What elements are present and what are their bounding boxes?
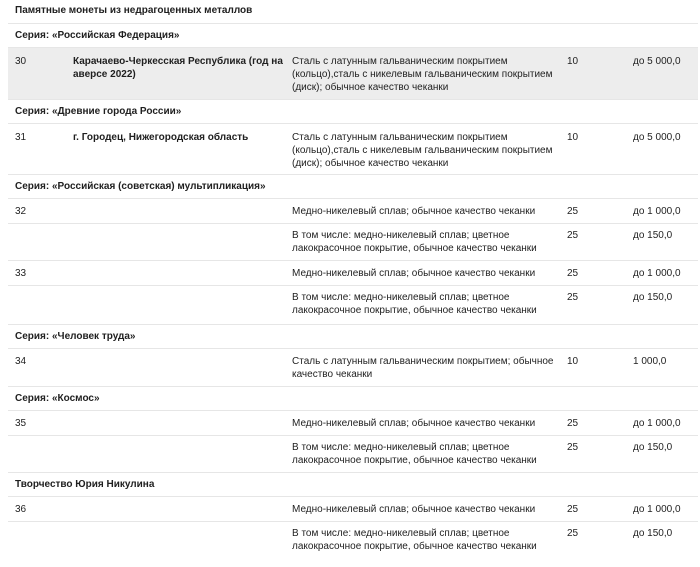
- series-header: Серия: «Космос»: [8, 387, 698, 411]
- coin-quantity: до 150,0: [633, 292, 673, 303]
- series-header: Серия: «Древние города России»: [8, 100, 698, 124]
- row-number: 31: [15, 132, 27, 143]
- table-row: [8, 349, 698, 387]
- coin-quantity: до 150,0: [633, 230, 673, 241]
- series-header: Серия: «Российская (советская) мультипликация»: [8, 175, 698, 199]
- coin-nominal: 25: [567, 292, 579, 303]
- row-number: 32: [15, 206, 27, 217]
- coin-material: Сталь с латунным гальваническим покрытием; обычное качество чеканки: [292, 356, 554, 380]
- coin-nominal: 10: [567, 356, 579, 367]
- coin-material: В том числе: медно-никелевый сплав; цветное лакокрасочное покрытие, обычное качество чеканки: [292, 292, 537, 316]
- row-number: 33: [15, 268, 27, 279]
- table-row: [8, 522, 698, 559]
- series-header: Серия: «Человек труда»: [8, 325, 698, 349]
- table-row: [8, 124, 698, 175]
- coin-nominal: 25: [567, 230, 579, 241]
- row-number: 36: [15, 504, 27, 515]
- series-header: Творчество Юрия Никулина: [8, 473, 698, 497]
- coin-material: Сталь с латунным гальваническим покрытием (кольцо),сталь с никелевым гальваническим покрытием (диск); обычное качество чеканки: [292, 132, 553, 169]
- coin-nominal: 25: [567, 504, 579, 515]
- coin-nominal: 25: [567, 528, 579, 539]
- section-ancient-cities: [8, 100, 698, 175]
- table-row: [8, 261, 698, 286]
- coin-quantity: до 1 000,0: [633, 504, 681, 515]
- section-nikulin: [8, 473, 698, 559]
- coin-nominal: 25: [567, 206, 579, 217]
- coin-material: В том числе: медно-никелевый сплав; цветное лакокрасочное покрытие, обычное качество чеканки: [292, 528, 537, 552]
- row-number: 34: [15, 356, 27, 367]
- table-row: [8, 497, 698, 522]
- coin-material: Медно-никелевый сплав; обычное качество чеканки: [292, 206, 536, 217]
- coin-nominal: 25: [567, 268, 579, 279]
- coin-quantity: до 1 000,0: [633, 206, 681, 217]
- coin-material: Сталь с латунным гальваническим покрытием (кольцо),сталь с никелевым гальваническим покрытием (диск); обычное качество чеканки: [292, 56, 553, 93]
- coin-material: В том числе: медно-никелевый сплав; цветное лакокрасочное покрытие, обычное качество чеканки: [292, 230, 537, 254]
- table-row: [8, 199, 698, 224]
- coin-nominal: 10: [567, 56, 579, 67]
- coin-nominal: 25: [567, 418, 579, 429]
- coin-quantity: до 5 000,0: [633, 132, 681, 143]
- row-number: 30: [15, 56, 27, 67]
- coin-material: В том числе: медно-никелевый сплав; цветное лакокрасочное покрытие, обычное качество чеканки: [292, 442, 537, 466]
- row-number: 35: [15, 418, 27, 429]
- coin-name: Карачаево-Черкесская Республика (год на аверсе 2022): [73, 56, 283, 80]
- table-row: [8, 286, 698, 325]
- section-animation: [8, 175, 698, 325]
- coin-quantity: до 1 000,0: [633, 268, 681, 279]
- table-row: [8, 436, 698, 473]
- coin-nominal: 10: [567, 132, 579, 143]
- coin-quantity: до 150,0: [633, 442, 673, 453]
- coin-material: Медно-никелевый сплав; обычное качество чеканки: [292, 504, 536, 515]
- coin-quantity: 1 000,0: [633, 356, 667, 367]
- table-row: [8, 224, 698, 261]
- section-russian-federation: [8, 24, 698, 100]
- coin-name: г. Городец, Нижегородская область: [73, 132, 249, 143]
- section-space: [8, 387, 698, 473]
- table-row: [8, 411, 698, 436]
- coin-nominal: 25: [567, 442, 579, 453]
- coin-quantity: до 5 000,0: [633, 56, 681, 67]
- coin-quantity: до 150,0: [633, 528, 673, 539]
- coin-quantity: до 1 000,0: [633, 418, 681, 429]
- coin-material: Медно-никелевый сплав; обычное качество чеканки: [292, 418, 536, 429]
- table-row: [8, 48, 698, 100]
- coins-table: [8, 0, 698, 559]
- section-working-man: [8, 325, 698, 387]
- coin-material: Медно-никелевый сплав; обычное качество чеканки: [292, 268, 536, 279]
- page-title: Памятные монеты из недрагоценных металлов: [8, 0, 698, 24]
- series-header: Серия: «Российская Федерация»: [8, 24, 698, 48]
